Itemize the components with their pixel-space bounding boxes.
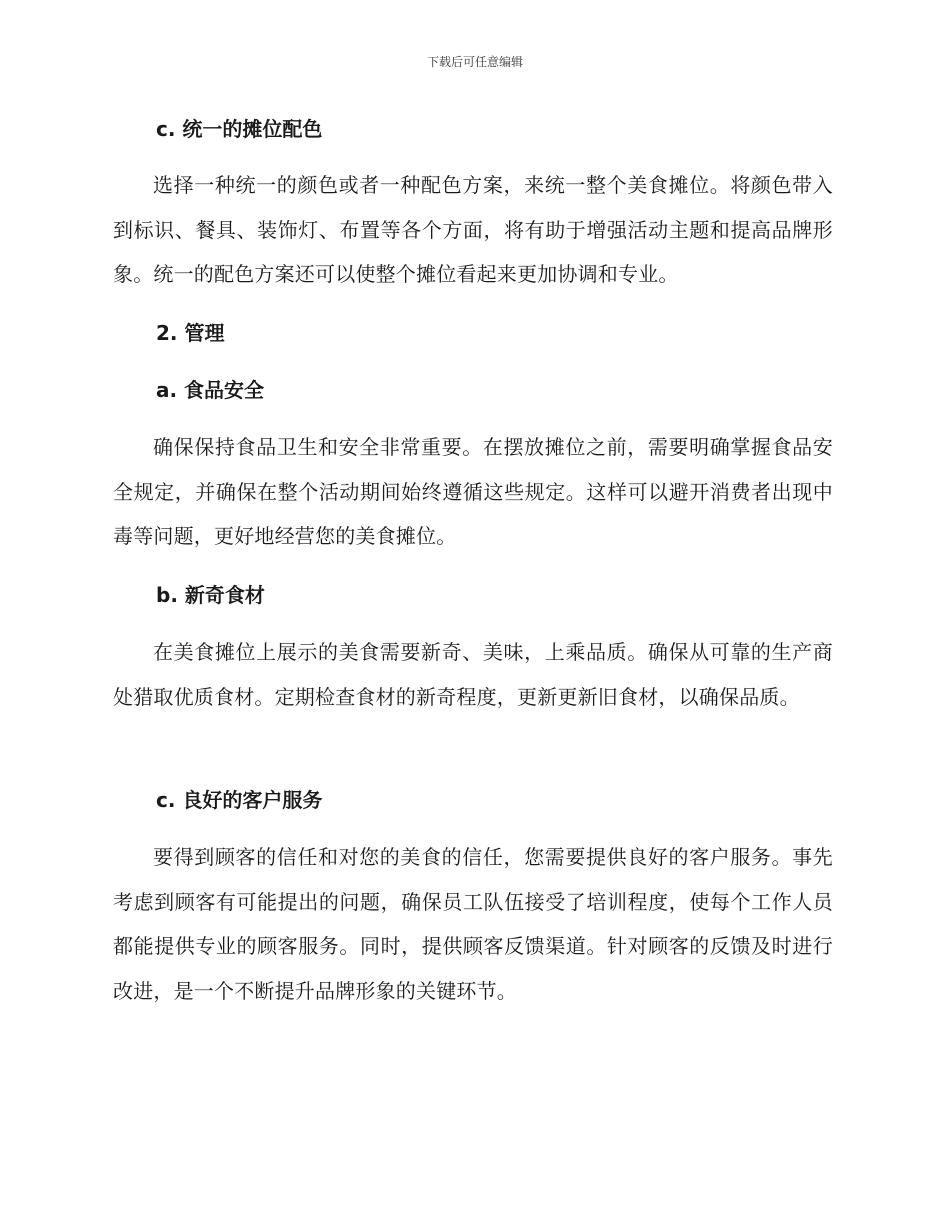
section-heading-food-safety: a. 食品安全	[156, 378, 265, 402]
paragraph-unified-color: 选择一种统一的颜色或者一种配色方案，来统一整个美食摊位。将颜色带入到标识、餐具、装饰灯、布置等各个方面，将有助于增强活动主题和提高品牌形象。统一的配色方案还可以使整个摊位看起来更加协调和专业。	[113, 173, 833, 286]
paragraph-customer-service: 要得到顾客的信任和对您的美食的信任，您需要提供良好的客户服务。事先考虑到顾客有可能提出的问题，确保员工队伍接受了培训程度，使每个工作人员都能提供专业的顾客服务。同时，提供顾客反馈渠道。针对顾客的反馈及时进行改进，是一个不断提升品牌形象的关键环节。	[113, 845, 833, 1003]
section-heading-novel-ingredients: b. 新奇食材	[156, 583, 265, 607]
page-header: 下载后可任意编辑	[426, 55, 523, 69]
section-heading-unified-color: c. 统一的摊位配色	[156, 117, 323, 141]
section-heading-management: 2. 管理	[156, 321, 225, 345]
section-heading-customer-service: c. 良好的客户服务	[156, 788, 323, 812]
paragraph-novel-ingredients: 在美食摊位上展示的美食需要新奇、美味，上乘品质。确保从可靠的生产商处猎取优质食材。定期检查食材的新奇程度，更新更新旧食材，以确保品质。	[113, 640, 833, 709]
paragraph-food-safety: 确保保持食品卫生和安全非常重要。在摆放摊位之前，需要明确掌握食品安全规定，并确保在整个活动期间始终遵循这些规定。这样可以避开消费者出现中毒等问题，更好地经营您的美食摊位。	[113, 435, 833, 548]
